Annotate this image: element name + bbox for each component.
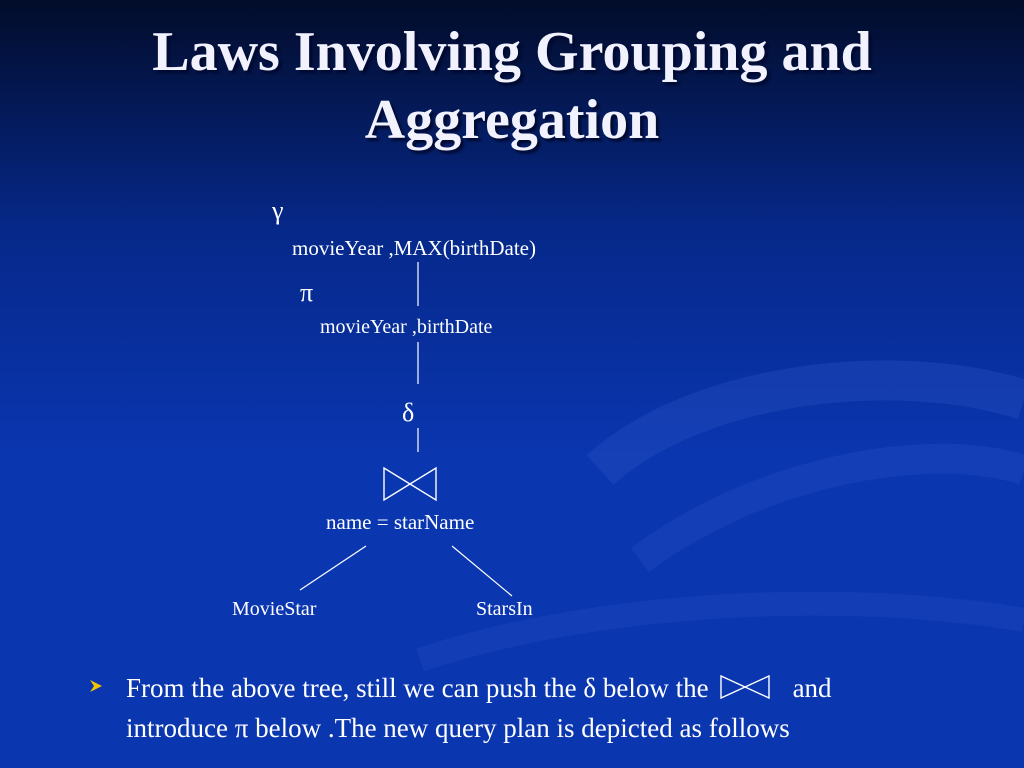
bullet-text [126, 668, 986, 748]
gamma-label: movieYear ,MAX(birthDate) [292, 236, 536, 260]
join-condition-label: name = starName [326, 510, 475, 534]
slide-title-line2: Aggregation [364, 89, 660, 151]
pi-label: movieYear ,birthDate [320, 316, 493, 338]
edge-join-left [300, 546, 366, 590]
bullet-text-part2: and [792, 673, 832, 703]
delta-symbol: δ [402, 398, 415, 427]
slide-title-line1: Laws Involving Grouping and [152, 21, 872, 83]
bullet-text-part1: From the above tree, still we can push the δ below the [126, 673, 709, 703]
join-bowtie-icon [384, 468, 436, 500]
edge-join-right [452, 546, 512, 596]
pi-symbol: π [300, 278, 314, 307]
leaf-moviestar: MovieStar [232, 598, 317, 620]
arrow-bullet-icon [88, 678, 104, 694]
leaf-starsin: StarsIn [476, 598, 533, 620]
join-bowtie-inline-icon [719, 674, 771, 700]
gamma-symbol: γ [272, 196, 284, 225]
bullet-text-line2: introduce π below .The new query plan is depicted as follows [126, 713, 790, 743]
